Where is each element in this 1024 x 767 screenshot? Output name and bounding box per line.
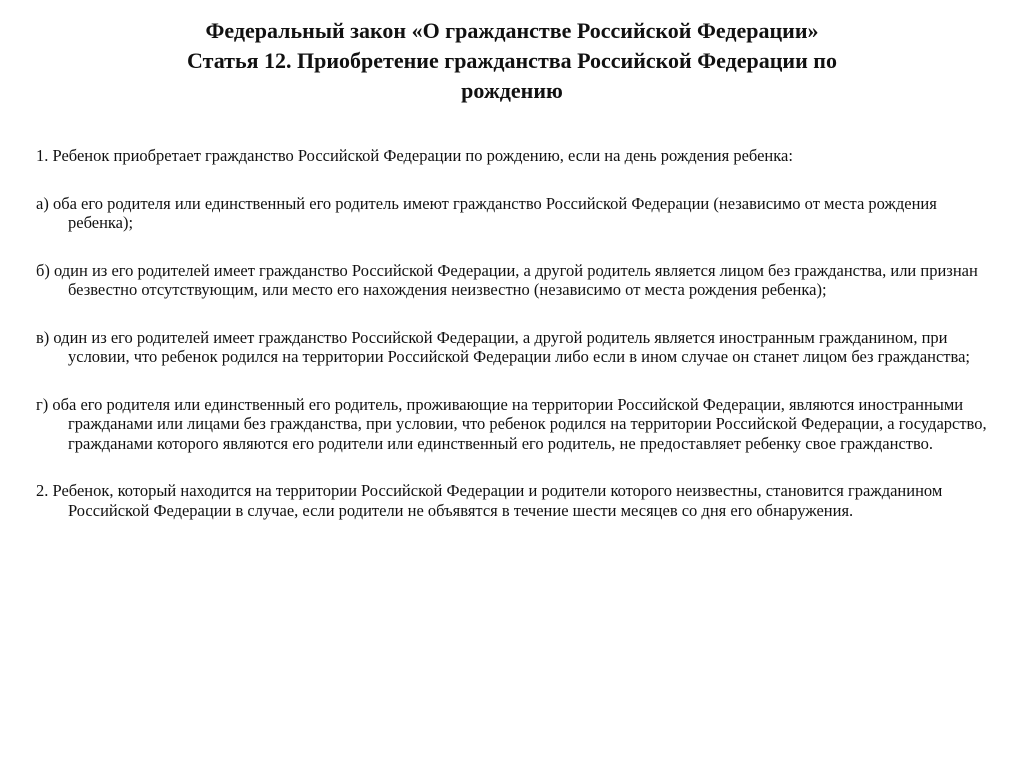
paragraph-a: а) оба его родителя или единственный его родитель имеют гражданство Российской Федерации (независимо от места рождения ребенка); — [36, 193, 937, 232]
paragraph-1: 1. Ребенок приобретает гражданство Российской Федерации по рождению, если на день рождения ребенка: — [36, 146, 793, 165]
paragraph-2: 2. Ребенок, который находится на территории Российской Федерации и родители которого неизвестны, становится гражданином Российской Федерации в случае, если родители не объявятся в течение шести месяцев со дня его обнаружения. — [36, 481, 943, 520]
title-line-2: Статья 12. Приобретение гражданства Российской Федерации по — [187, 48, 837, 73]
paragraph-b: б) один из его родителей имеет гражданство Российской Федерации, а другой родитель является лицом без гражданства, или признан безвестно отсутствующим, или место его нахождения неизвестно (независимо от места рождения ребенка); — [36, 260, 978, 299]
title-line-3: рождению — [461, 78, 563, 103]
paragraph-v: в) один из его родителей имеет гражданство Российской Федерации, а другой родитель является иностранным гражданином, при условии, что ребенок родился на территории Российской Федерации либо если в ином случае он станет лицом без гражданства; — [36, 327, 970, 366]
title-line-1: Федеральный закон «О гражданстве Российской Федерации» — [205, 18, 819, 43]
document-body — [36, 146, 1002, 520]
paragraph-g: г) оба его родителя или единственный его родитель, проживающие на территории Российской Федерации, являются иностранными гражданами или лицами без гражданства, при условии, что ребенок родился на территории Российской Федерации, а государство, гражданами которого являются его родители или единственный его родитель, не предоставляет ребенку свое гражданство. — [36, 394, 987, 453]
page-title — [60, 16, 964, 106]
